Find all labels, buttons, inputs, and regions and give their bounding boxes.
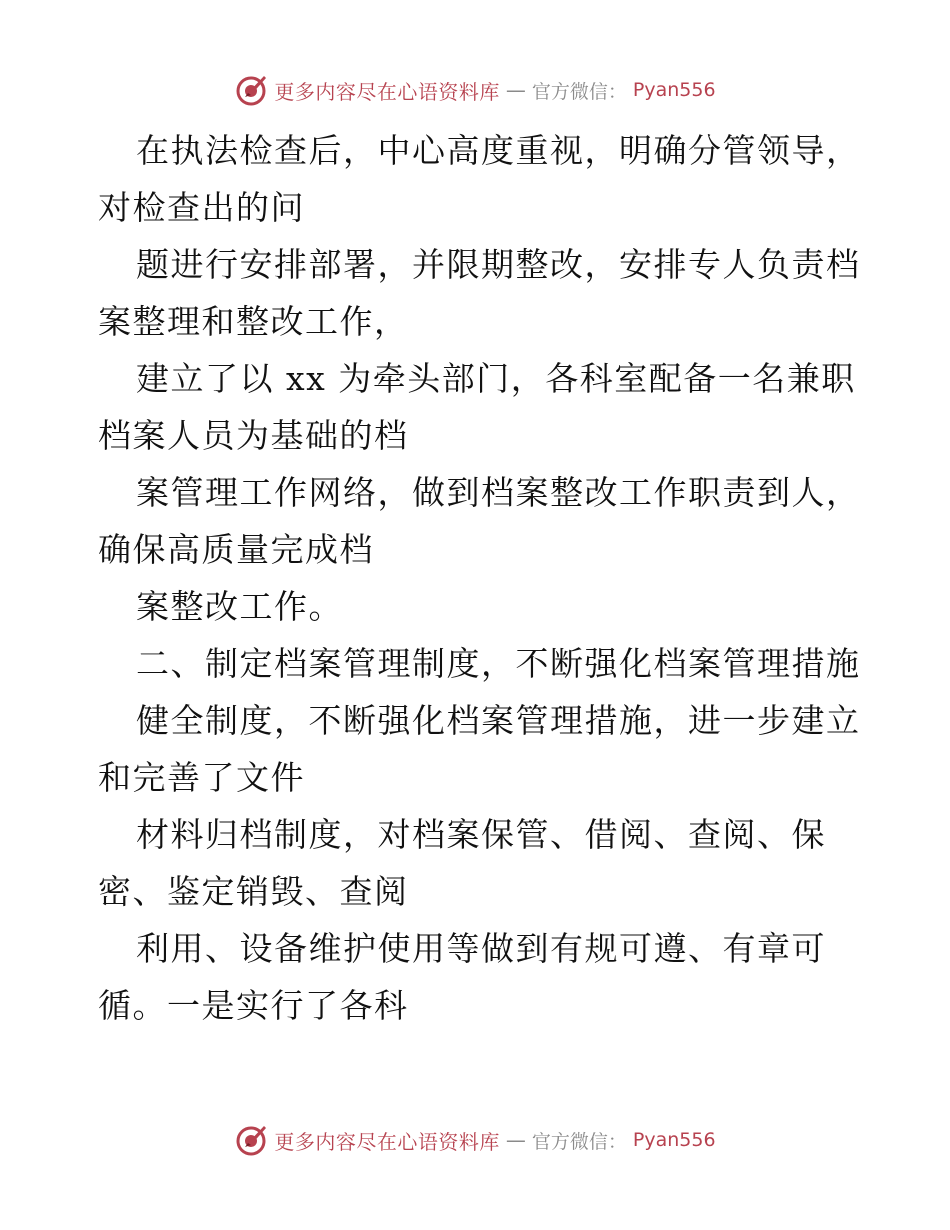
text-line: 和完善了文件	[98, 758, 305, 797]
watermark-dash: —	[505, 1128, 526, 1152]
section-heading: 二、制定档案管理制度，不断强化档案管理措施	[136, 644, 861, 683]
text-line: 档案人员为基础的档	[98, 416, 409, 455]
watermark-text: 更多内容尽在心语资料库	[274, 79, 500, 104]
quill-seal-icon	[234, 73, 268, 107]
text-line: 健全制度，不断强化档案管理措施，进一步建立	[136, 701, 861, 740]
text-line: 确保高质量完成档	[98, 530, 374, 569]
watermark-dash: —	[505, 78, 526, 102]
text-line: 案整改工作。	[136, 587, 343, 626]
watermark-text: 更多内容尽在心语资料库	[274, 1129, 500, 1154]
watermark-wechat-id: Pyan556	[632, 1129, 716, 1151]
text-line: 在执法检查后，中心高度重视，明确分管领导，	[136, 131, 861, 170]
watermark-wechat-id: Pyan556	[632, 79, 716, 101]
text-line: 对检查出的问	[98, 188, 305, 227]
text-line: 题进行安排部署，并限期整改，安排专人负责档	[136, 245, 861, 284]
watermark-wechat-label: 官方微信：	[531, 80, 627, 103]
document-body	[98, 122, 861, 1034]
footer-watermark	[0, 1120, 950, 1160]
quill-seal-icon	[234, 1123, 268, 1157]
text-line: 案管理工作网络，做到档案整改工作职责到人，	[136, 473, 861, 512]
text-line: 密、鉴定销毁、查阅	[98, 872, 409, 911]
text-line: 案整理和整改工作，	[98, 302, 409, 341]
text-line: 循。一是实行了各科	[98, 986, 409, 1025]
text-line: 建立了以 xx 为牵头部门，各科室配备一名兼职	[136, 359, 856, 398]
text-line: 利用、设备维护使用等做到有规可遵、有章可	[136, 929, 826, 968]
text-line: 材料归档制度，对档案保管、借阅、查阅、保	[136, 815, 826, 854]
header-watermark	[0, 70, 950, 110]
watermark-wechat-label: 官方微信：	[531, 1130, 627, 1153]
